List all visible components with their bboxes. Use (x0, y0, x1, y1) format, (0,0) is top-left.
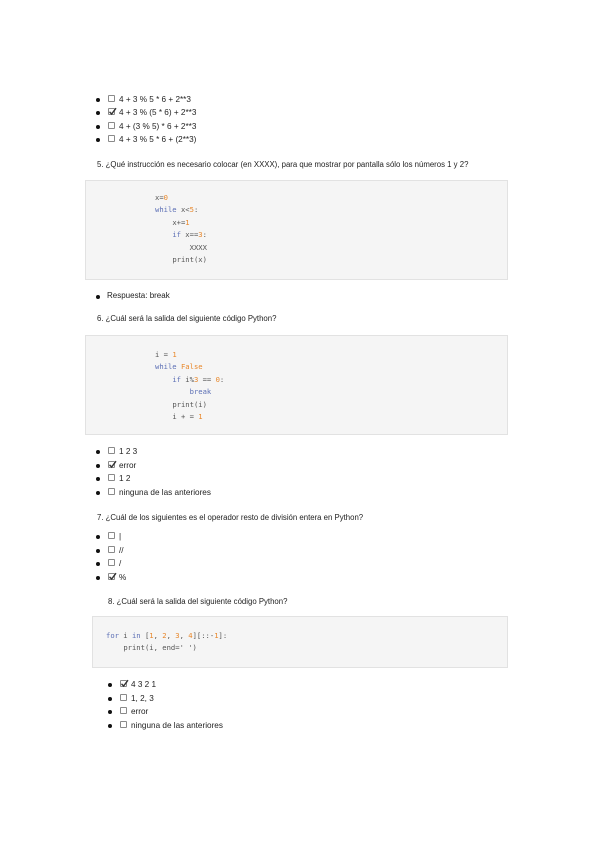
code-line: print(i, end=' ') (123, 643, 197, 653)
option-text: // (119, 545, 124, 555)
code-line: print(i) (172, 399, 207, 409)
code-line (172, 412, 202, 421)
option-text: % (119, 572, 127, 582)
code-token: i (118, 631, 132, 640)
code-block-q6 (85, 335, 508, 435)
code-token: x== (180, 230, 199, 240)
bullet (96, 295, 100, 299)
code-token: 3 (193, 374, 199, 384)
bullet (96, 138, 100, 142)
checkbox-checked[interactable] (108, 108, 115, 115)
code-token: if (172, 374, 181, 384)
code-token: x= (155, 193, 164, 202)
code-token: ]: (218, 631, 228, 640)
question-8: 8. ¿Cuál será la salida del siguiente código Python? (108, 597, 288, 606)
code-token: 0 (163, 193, 168, 202)
code-token: if (172, 230, 181, 240)
code-line (106, 631, 227, 640)
code-token: for (106, 631, 119, 640)
code-token: while (155, 362, 177, 372)
checkbox[interactable] (108, 559, 115, 566)
bullet (96, 477, 100, 481)
checkbox[interactable] (108, 135, 115, 142)
bullet (108, 697, 112, 701)
code-line: print(x) (172, 255, 207, 265)
answer-text: Respuesta: break (107, 291, 170, 300)
bullet (108, 710, 112, 714)
code-line (155, 205, 198, 214)
checkmark-icon (108, 107, 117, 116)
code-token: 1 (198, 412, 203, 422)
bullet (96, 111, 100, 115)
option-text: 1, 2, 3 (131, 693, 154, 703)
bullet (96, 549, 100, 553)
code-token: , (166, 631, 176, 640)
code-token: 1 (185, 217, 190, 227)
checkbox-checked[interactable] (120, 680, 127, 687)
checkbox[interactable] (120, 721, 127, 728)
code-token: i = (155, 350, 173, 359)
code-token: 3 (175, 631, 180, 640)
code-token: : (219, 374, 225, 384)
bullet (96, 491, 100, 495)
option-text: error (131, 707, 149, 717)
code-token: 4 (188, 631, 193, 640)
code-token: , (153, 631, 163, 640)
code-token: i + = (172, 412, 199, 422)
option-text: / (119, 559, 122, 569)
code-token: 1 (172, 350, 177, 359)
option-text: 4 3 2 1 (131, 680, 157, 689)
code-line (155, 350, 177, 359)
code-line (155, 193, 168, 202)
checkbox[interactable] (108, 474, 115, 481)
code-q5 (155, 192, 207, 266)
code-token: i% (180, 374, 194, 384)
question-6: 6. ¿Cuál será la salida del siguiente código Python? (97, 314, 277, 323)
code-token: in (131, 631, 141, 640)
checkbox-checked[interactable] (108, 573, 115, 580)
checkbox[interactable] (120, 707, 127, 714)
code-token: False (180, 362, 203, 372)
checkbox[interactable] (108, 95, 115, 102)
checkbox-checked[interactable] (108, 461, 115, 468)
bullet (96, 98, 100, 102)
code-token: 1 (149, 631, 154, 640)
checkbox[interactable] (108, 488, 115, 495)
code-q6 (155, 349, 224, 423)
bullet (96, 576, 100, 580)
code-token: 5 (189, 205, 194, 215)
code-token: x< (176, 205, 190, 215)
checkmark-icon (108, 460, 117, 469)
bullet (96, 450, 100, 454)
checkbox[interactable] (108, 447, 115, 454)
code-line (172, 230, 207, 239)
option-text: 4 + (3 % 5) * 6 + 2**3 (119, 121, 197, 131)
bullet (108, 724, 112, 728)
code-block-q5 (85, 180, 508, 280)
checkmark-icon (120, 679, 129, 688)
option-text: 4 + 3 % 5 * 6 + (2**3) (119, 134, 197, 144)
code-token: == (198, 374, 216, 384)
question-7: 7. ¿Cuál de los siguientes es el operador resto de división entera en Python? (97, 513, 364, 522)
option-text: 1 2 3 (119, 447, 138, 456)
question-5: 5. ¿Qué instrucción es necesario colocar (en XXXX), para que mostrar por pantalla sólo los números 1 y 2? (97, 160, 469, 169)
code-token: 2 (162, 631, 167, 640)
checkbox[interactable] (108, 546, 115, 553)
code-line (172, 375, 224, 384)
bullet (96, 535, 100, 539)
option-text: 4 + 3 % 5 * 6 + 2**3 (119, 95, 191, 104)
code-token: [ (140, 631, 150, 640)
code-token: ][::- (192, 631, 215, 640)
option-text: error (119, 460, 137, 470)
code-token: : (202, 230, 207, 240)
option-text: | (119, 532, 122, 541)
checkbox[interactable] (120, 694, 127, 701)
code-token: , (179, 631, 189, 640)
bullet (96, 464, 100, 468)
code-token: x+= (172, 217, 186, 227)
code-line (172, 218, 189, 227)
option-text: 4 + 3 % (5 * 6) + 2**3 (119, 108, 197, 118)
option-text: ninguna de las anteriores (119, 487, 211, 497)
code-token: 0 (215, 374, 220, 384)
checkmark-icon (108, 572, 117, 581)
code-q8 (106, 630, 227, 655)
checkbox[interactable] (108, 122, 115, 129)
checkbox[interactable] (108, 532, 115, 539)
code-line: break (189, 387, 212, 397)
bullet (108, 683, 112, 687)
code-token: while (155, 205, 177, 215)
code-token: 1 (214, 631, 219, 640)
bullet (96, 125, 100, 129)
code-line: XXXX (189, 242, 207, 252)
option-text: 1 2 (119, 474, 131, 484)
bullet (96, 562, 100, 566)
option-text: ninguna de las anteriores (131, 720, 223, 730)
code-token: 3 (198, 230, 203, 240)
code-line (155, 362, 203, 371)
code-token: : (193, 205, 199, 215)
